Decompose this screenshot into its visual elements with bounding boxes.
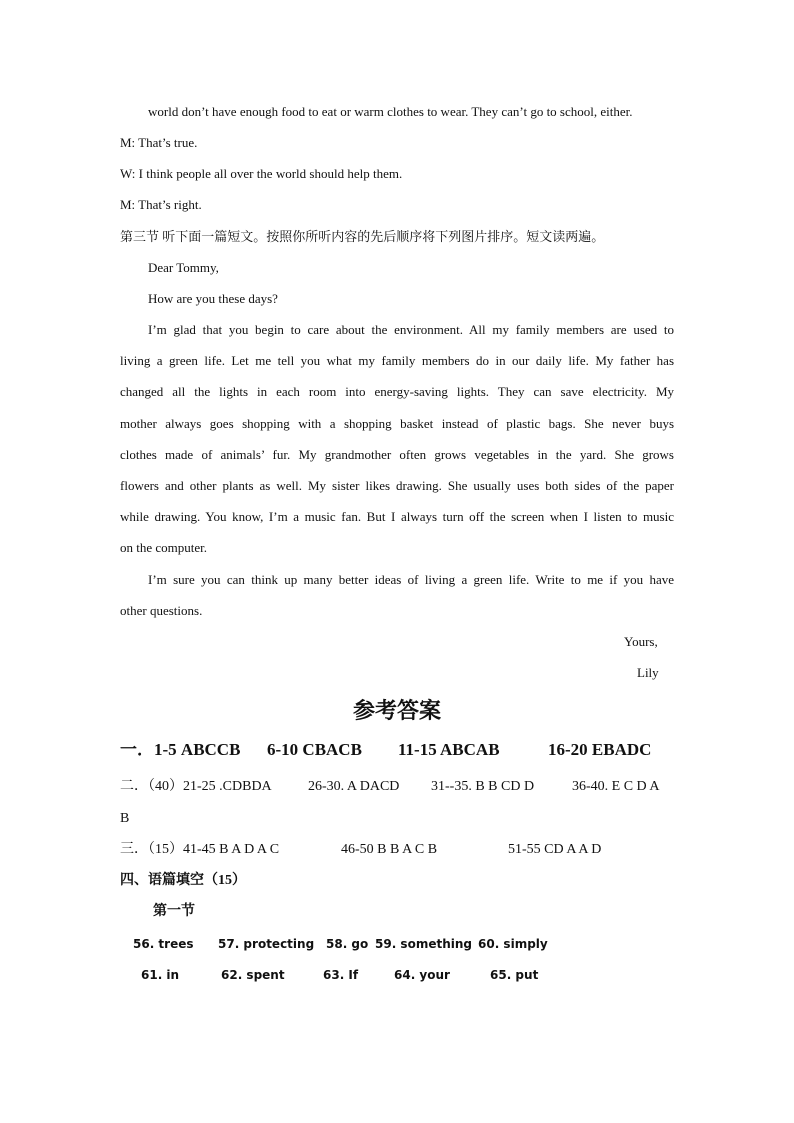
answer-part2-group: 26-30. A DACD [308,779,400,794]
answer-part3: 三．（15）41-45 B A D A C [120,842,280,857]
answer-part2-group: 31--35. B B CD D [431,779,535,794]
letter-line: mother always goes shopping with a shopping basket instead of plastic bags. She never buys [120,416,674,431]
answer-part1-group: 6-10 CBACB [267,740,362,759]
answer-part2-wrap: B [120,811,130,826]
letter-line: flowers and other plants as well. My sister likes drawing. She usually uses both sides of the paper [120,478,674,493]
letter-line: I’m glad that you begin to care about the environment. All my family members are used to [148,322,674,337]
letter-line: changed all the lights in each room into energy-saving lights. They can save electricity. My [120,384,674,399]
answer-part1-group: 16-20 EBADC [548,740,652,759]
cloze-answer: 64. your [394,968,450,982]
letter-line: clothes made of animals’ fur. My grandmother often grows vegetables in the yard. She grows [120,447,674,462]
letter-line: other questions. [120,603,203,618]
answer-part1: 一．1-5 ABCCB [120,740,241,759]
letter-line: I’m sure you can think up many better ideas of living a green life. Write to me if you have [148,572,674,587]
cloze-answer: 57. protecting [218,937,315,951]
cloze-answer: 56. trees [133,937,194,951]
dialogue-line: M: That’s right. [120,197,202,212]
answer-part4-subheading: 第一节 [153,904,195,919]
cloze-answer: 58. go [326,937,369,951]
answer-part2-group: 36-40. E C D A [572,779,660,794]
dialogue-line: M: That’s true. [120,135,198,150]
cloze-answer: 61. in [141,968,180,982]
cloze-answer: 62. spent [221,968,285,982]
letter-opening: How are you these days? [148,291,278,306]
letter-greeting: Dear Tommy, [148,260,219,275]
answer-part3-group: 51-55 CD A A D [508,842,602,857]
cloze-answer: 65. put [490,968,539,982]
letter-line: living a green life. Let me tell you what my family members do in our daily life. My father has [120,353,674,368]
dialogue-line: W: I think people all over the world should help them. [120,166,403,181]
section-heading: 第三节 听下面一篇短文。按照你所听内容的先后顺序将下列图片排序。短文读两遍。 [120,229,605,244]
answer-part4-heading: 四、语篇填空（15） [120,873,246,888]
letter-signature: Lily [637,665,659,680]
letter-closing: Yours, [624,634,658,649]
letter-line: while drawing. You know, I’m a music fan. But I always turn off the screen when I listen to music [120,509,674,524]
dialogue-line: world don’t have enough food to eat or warm clothes to wear. They can’t go to school, either. [148,104,633,119]
answer-part2: 二．（40）21-25 .CDBDA [120,779,272,794]
cloze-answer: 59. something [375,937,472,951]
cloze-answer: 60. simply [478,937,548,951]
answer-part1-group: 11-15 ABCAB [398,740,500,759]
letter-line: on the computer. [120,540,208,555]
cloze-answer: 63. If [323,968,359,982]
answers-title: 参考答案 [352,698,441,723]
answer-part3-group: 46-50 B B A C B [341,842,438,857]
